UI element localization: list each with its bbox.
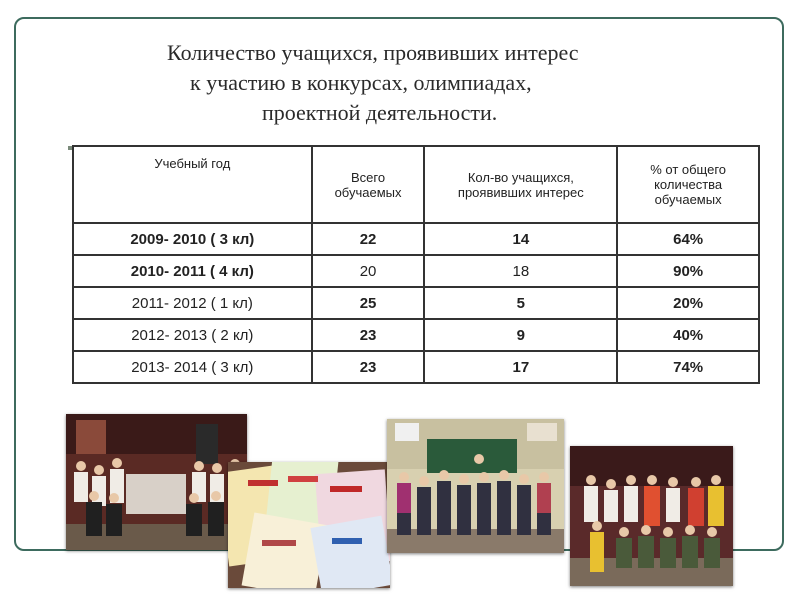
cell-interested: 9 [424, 319, 617, 351]
table-row [73, 255, 759, 287]
certificates-photo [228, 462, 390, 588]
title-line-2: к участию в конкурсах, олимпиадах, [190, 70, 532, 95]
title-line-3: проектной деятельности. [262, 100, 498, 125]
cell-year: 2011- 2012 ( 1 кл) [73, 287, 312, 319]
table-row [73, 351, 759, 383]
cell-interested: 14 [424, 223, 617, 255]
cell-percent: 40% [617, 319, 759, 351]
header-total: Всего обучаемых [312, 146, 425, 223]
cell-percent: 90% [617, 255, 759, 287]
cell-year: 2012- 2013 ( 2 кл) [73, 319, 312, 351]
cell-percent: 64% [617, 223, 759, 255]
table-row [73, 223, 759, 255]
table-row [73, 287, 759, 319]
table-row [73, 319, 759, 351]
slide-title [140, 38, 700, 128]
header-interested: Кол-во учащихся, проявивших интерес [424, 146, 617, 223]
cell-total: 20 [312, 255, 425, 287]
cell-interested: 17 [424, 351, 617, 383]
cell-percent: 20% [617, 287, 759, 319]
cell-percent: 74% [617, 351, 759, 383]
cell-total: 22 [312, 223, 425, 255]
costumed-children-photo [570, 446, 733, 586]
title-line-1: Количество учащихся, проявивших интерес [167, 40, 579, 65]
class-group-photo [66, 414, 247, 550]
cell-year: 2010- 2011 ( 4 кл) [73, 255, 312, 287]
students-table [72, 145, 760, 384]
cell-year: 2009- 2010 ( 3 кл) [73, 223, 312, 255]
cell-total: 23 [312, 319, 425, 351]
header-percent: % от общего количества обучаемых [617, 146, 759, 223]
classroom-students-photo [387, 419, 564, 553]
cell-interested: 5 [424, 287, 617, 319]
cell-interested: 18 [424, 255, 617, 287]
table-header-row [73, 146, 759, 223]
cell-year: 2013- 2014 ( 3 кл) [73, 351, 312, 383]
cell-total: 23 [312, 351, 425, 383]
header-year: Учебный год [73, 146, 312, 223]
cell-total: 25 [312, 287, 425, 319]
